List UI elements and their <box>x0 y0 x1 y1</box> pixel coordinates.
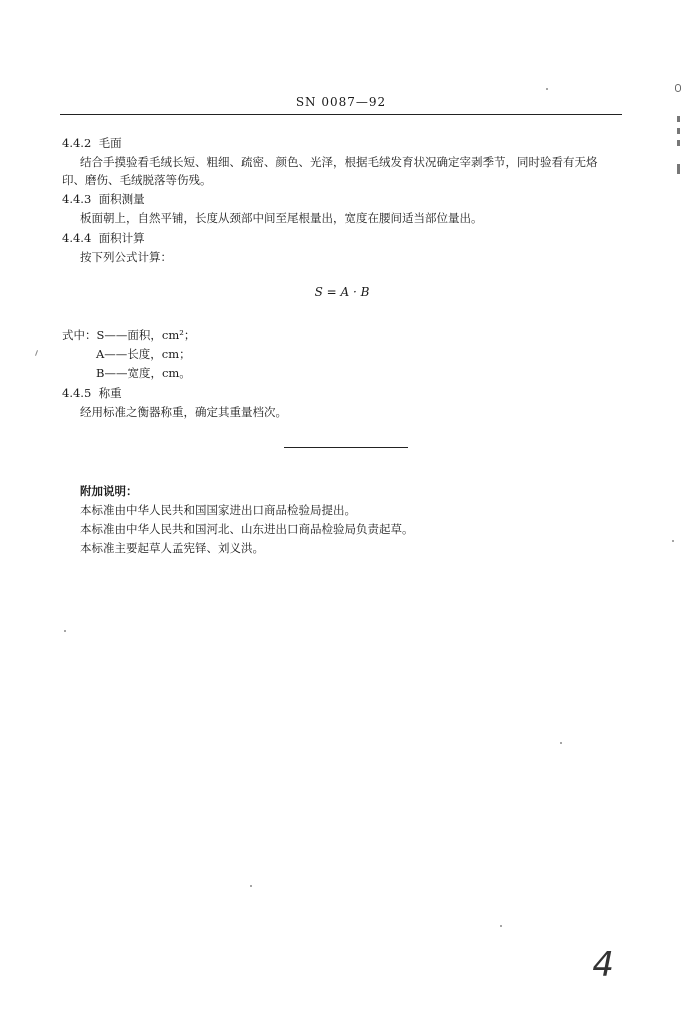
edge-mark <box>677 116 680 122</box>
where-b: B——宽度，cm。 <box>96 366 191 380</box>
section-title: 毛面 <box>98 136 122 150</box>
section-4-4-4-text-1: 按下列公式计算： <box>80 250 172 264</box>
section-title: 面积计算 <box>98 231 145 245</box>
section-number: 4.4.3 <box>62 192 92 206</box>
section-title: 称重 <box>98 386 122 400</box>
header-rule <box>60 114 622 115</box>
standard-code-header: SN 0087—92 <box>295 95 387 109</box>
section-4-4-3-heading <box>62 191 145 207</box>
section-4-4-2-text-1: 结合手摸验看毛绒长短、粗细、疏密、颜色、光泽，根据毛绒发育状况确定宰剥季节，同时验看有无烙 <box>80 155 598 169</box>
end-divider <box>284 447 408 448</box>
section-4-4-2-heading <box>62 135 122 151</box>
edge-mark <box>677 164 680 174</box>
notes-line-3: 本标准主要起草人孟宪铎、刘义洪。 <box>80 541 264 555</box>
section-4-4-3-text-1: 板面朝上，自然平铺，长度从颈部中间至尾根量出，宽度在腰间适当部位量出。 <box>80 211 483 225</box>
section-title: 面积测量 <box>98 192 145 206</box>
edge-mark <box>675 84 681 92</box>
notes-title: 附加说明： <box>80 484 138 498</box>
section-number: 4.4.5 <box>62 386 92 400</box>
binding-edge-marks <box>674 80 682 190</box>
edge-mark <box>677 128 680 134</box>
section-number: 4.4.2 <box>62 136 92 150</box>
scan-speck <box>64 630 66 632</box>
notes-line-2: 本标准由中华人民共和国河北、山东进出口商品检验局负责起草。 <box>80 522 414 536</box>
scan-speck <box>35 350 38 356</box>
section-4-4-2-text-2: 印、磨伤、毛绒脱落等伤残。 <box>62 173 212 187</box>
area-formula: S = A · B <box>314 285 370 299</box>
edge-mark <box>677 140 680 146</box>
scan-speck <box>560 742 562 744</box>
section-4-4-5-heading <box>62 385 122 401</box>
scan-speck <box>672 540 674 542</box>
scan-speck <box>546 88 548 90</box>
where-s: 式中：S——面积，cm²； <box>62 328 196 342</box>
scan-speck <box>500 925 502 927</box>
page-number: 4 <box>592 945 614 985</box>
section-4-4-4-heading <box>62 230 145 246</box>
scan-speck <box>250 885 252 887</box>
section-4-4-5-text-1: 经用标准之衡器称重，确定其重量档次。 <box>80 405 287 419</box>
section-number: 4.4.4 <box>62 231 92 245</box>
notes-line-1: 本标准由中华人民共和国国家进出口商品检验局提出。 <box>80 503 356 517</box>
where-a: A——长度，cm； <box>96 347 191 361</box>
